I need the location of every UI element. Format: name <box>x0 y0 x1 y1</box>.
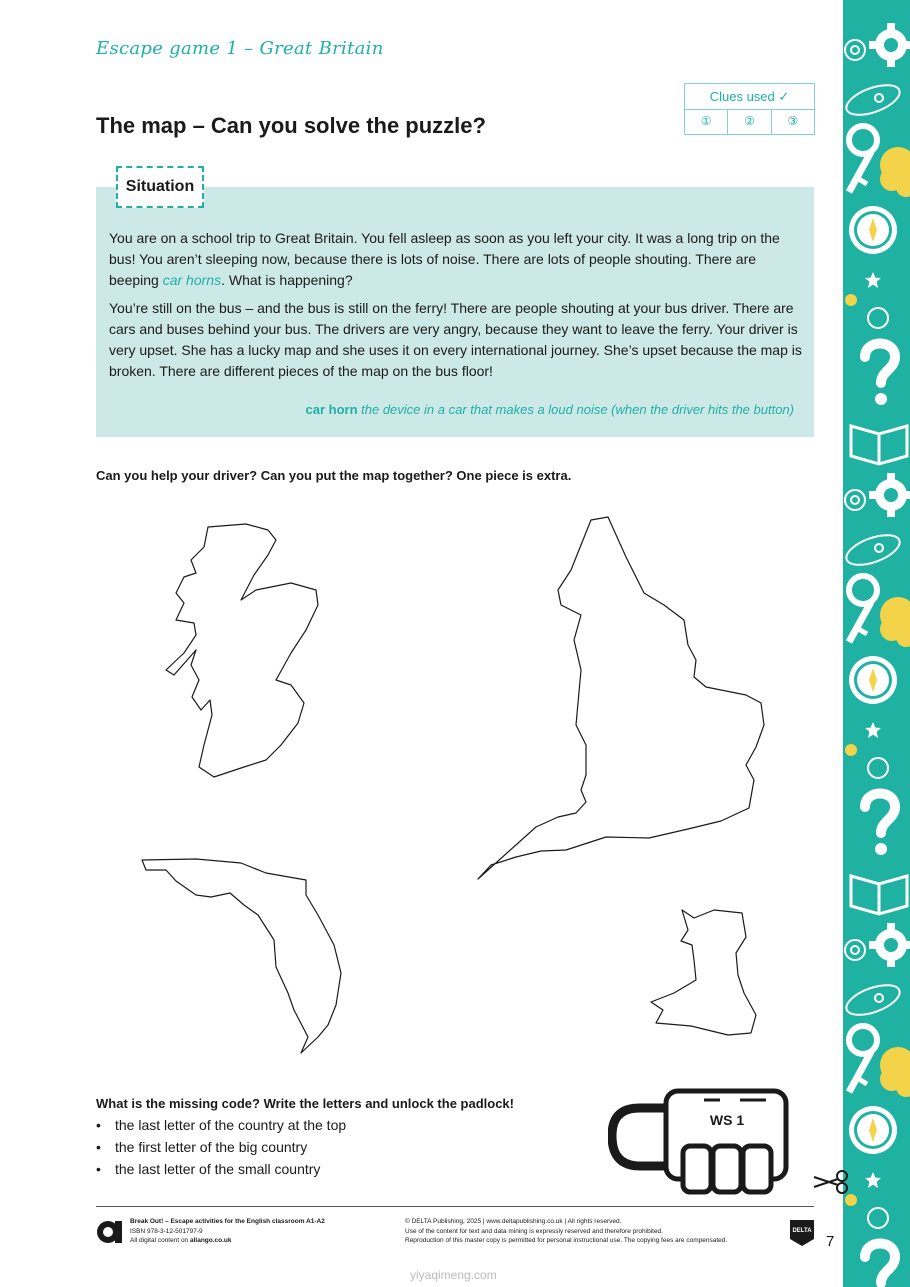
situation-text-b: . What is happening? <box>221 272 353 288</box>
footer-book-title: Break Out! – Escape activities for the English classroom A1-A2 <box>130 1218 325 1225</box>
map-pieces <box>96 505 796 1075</box>
clue-checkbox-3[interactable]: ③ <box>787 114 799 128</box>
clue-checkbox-2[interactable]: ② <box>728 110 771 134</box>
series-title: Escape game 1 – Great Britain <box>96 38 384 59</box>
compass-icon <box>849 206 897 254</box>
footer-copyright-line: © DELTA Publishing, 2025 | www.deltapublishing.co.uk | All rights reserved. <box>405 1218 622 1225</box>
footer-tdm-line: Use of the content for text and data mining is expressly reserved and therefore prohibited. <box>405 1227 663 1235</box>
allango-logo-icon <box>95 1216 123 1246</box>
map-piece-scotland <box>166 524 318 777</box>
situation-text <box>109 228 804 389</box>
footer-digital-site[interactable]: allango.co.uk <box>189 1237 232 1244</box>
page-title: The map – Can you solve the puzzle? <box>96 113 486 138</box>
situation-paragraph-2: You’re still on the bus – and the bus is still on the ferry! There are people shouting at your bus driver. There are cars and buses behind your bus. The drivers are very angry, because they want to leave the ferry. Your driver is very upset. She has a lucky map and she uses it on every international journey. She’s upset because the map is broken. There are different pieces of the map on the bus floor! <box>109 300 802 379</box>
footer-digital <box>130 1236 390 1246</box>
code-hint-3: • the last letter of the small country <box>96 1158 346 1180</box>
glossary-term: car horn <box>305 402 358 417</box>
decorative-side-strip <box>843 0 910 1287</box>
footer-digital-prefix: All digital content on <box>130 1237 190 1244</box>
map-piece-england <box>478 517 764 879</box>
task-question: Can you help your driver? Can you put the map together? One piece is extra. <box>96 468 572 483</box>
watermark: yiyaqimeng.com <box>410 1268 497 1282</box>
padlock-label: WS 1 <box>709 1112 745 1128</box>
delta-logo-text: DELTA <box>792 1228 812 1234</box>
scissors-icon <box>812 1168 852 1196</box>
map-piece-wales <box>651 910 756 1035</box>
page-number: 7 <box>826 1233 835 1250</box>
delta-publishing-logo-icon <box>789 1219 815 1247</box>
footer-book-info <box>130 1217 390 1246</box>
code-hints-list <box>96 1114 346 1180</box>
clues-used-box <box>684 83 815 135</box>
situation-tag: Situation <box>116 166 204 208</box>
padlock-icon <box>608 1088 792 1198</box>
glossary-note <box>109 402 794 417</box>
map-piece-florida <box>142 859 341 1053</box>
glossary-definition: the device in a car that makes a loud noise (when the driver hits the button) <box>361 402 794 417</box>
situation-text-a: You are on a school trip to Great Britain. You fell asleep as soon as you left your city. It was a long trip on the bus! You aren’t sleeping now, because there is lots of noise. There are lots of people shouting. There are beeping <box>109 230 780 288</box>
footer-isbn: ISBN 978-3-12-501797-9 <box>130 1227 203 1235</box>
situation-paragraph-1 <box>109 228 804 291</box>
code-question: What is the missing code? Write the letters and unlock the padlock! <box>96 1096 514 1111</box>
footer-reproduction-line: Reproduction of this master copy is permitted for personal instructional use. The copying fees are compensated. <box>405 1237 728 1244</box>
clue-checkbox-1[interactable]: ① <box>685 110 728 134</box>
code-hint-1: • the last letter of the country at the top <box>96 1114 346 1136</box>
clues-used-label: Clues used ✓ <box>685 84 814 110</box>
car-horns-highlight: car horns <box>162 272 222 288</box>
footer-copyright <box>405 1217 785 1246</box>
code-hint-2: • the first letter of the big country <box>96 1136 346 1158</box>
footer-divider <box>96 1206 814 1207</box>
